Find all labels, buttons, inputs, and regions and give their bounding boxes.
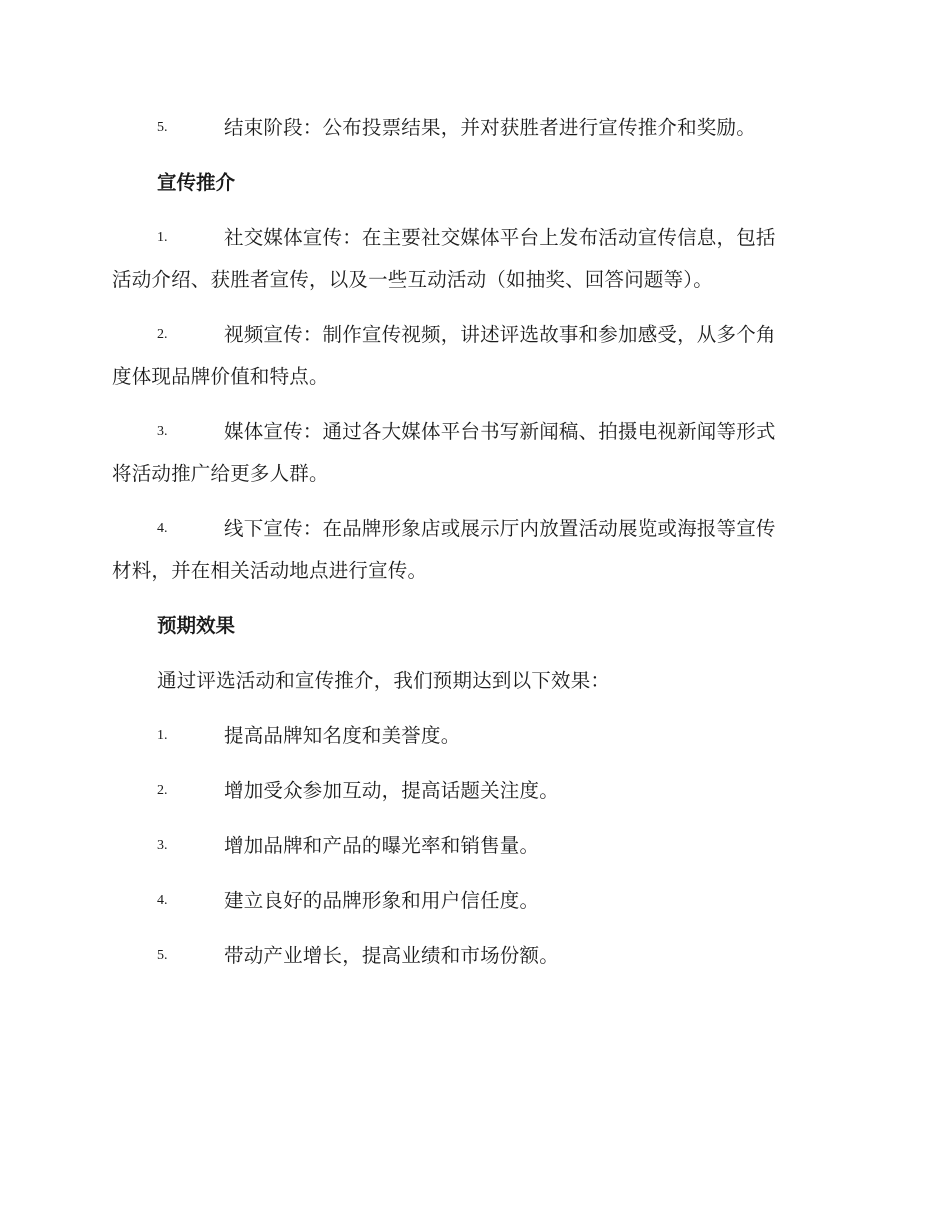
- list-item-text: 线下宣传：在品牌形象店或展示厅内放置活动展览或海报等宣传: [224, 517, 776, 540]
- list-number: 2.: [157, 327, 168, 342]
- list-item-text: 提高品牌知名度和美誉度。: [224, 724, 461, 747]
- list-item-text: 建立良好的品牌形象和用户信任度。: [224, 889, 540, 912]
- list-item-text-continued: 活动介绍、获胜者宣传，以及一些互动活动（如抽奖、回答问题等）。: [112, 268, 713, 291]
- list-number: 1.: [157, 728, 168, 743]
- list-number: 5.: [157, 948, 168, 963]
- effects-intro: 通过评选活动和宣传推介，我们预期达到以下效果：: [157, 669, 611, 692]
- list-number: 5.: [157, 120, 168, 135]
- list-item-text-continued: 材料，并在相关活动地点进行宣传。: [112, 559, 428, 582]
- list-number: 3.: [157, 838, 168, 853]
- list-item-text: 增加品牌和产品的曝光率和销售量。: [224, 834, 540, 857]
- list-number: 4.: [157, 893, 168, 908]
- list-item-text: 带动产业增长，提高业绩和市场份额。: [224, 944, 559, 967]
- list-number: 3.: [157, 424, 168, 439]
- list-item-text: 增加受众参加互动，提高话题关注度。: [224, 779, 559, 802]
- list-item-text: 结束阶段：公布投票结果，并对获胜者进行宣传推介和奖励。: [224, 116, 756, 139]
- section-heading-promotion: 宣传推介: [157, 171, 236, 194]
- list-item-text: 视频宣传：制作宣传视频，讲述评选故事和参加感受，从多个角: [224, 323, 776, 346]
- list-number: 2.: [157, 783, 168, 798]
- section-heading-effects: 预期效果: [157, 614, 236, 637]
- list-item-text: 社交媒体宣传：在主要社交媒体平台上发布活动宣传信息，包括: [224, 226, 776, 249]
- list-item-text: 媒体宣传：通过各大媒体平台书写新闻稿、拍摄电视新闻等形式: [224, 420, 776, 443]
- list-number: 4.: [157, 521, 168, 536]
- list-item-text-continued: 将活动推广给更多人群。: [112, 462, 329, 485]
- list-number: 1.: [157, 230, 168, 245]
- list-item-text-continued: 度体现品牌价值和特点。: [112, 365, 329, 388]
